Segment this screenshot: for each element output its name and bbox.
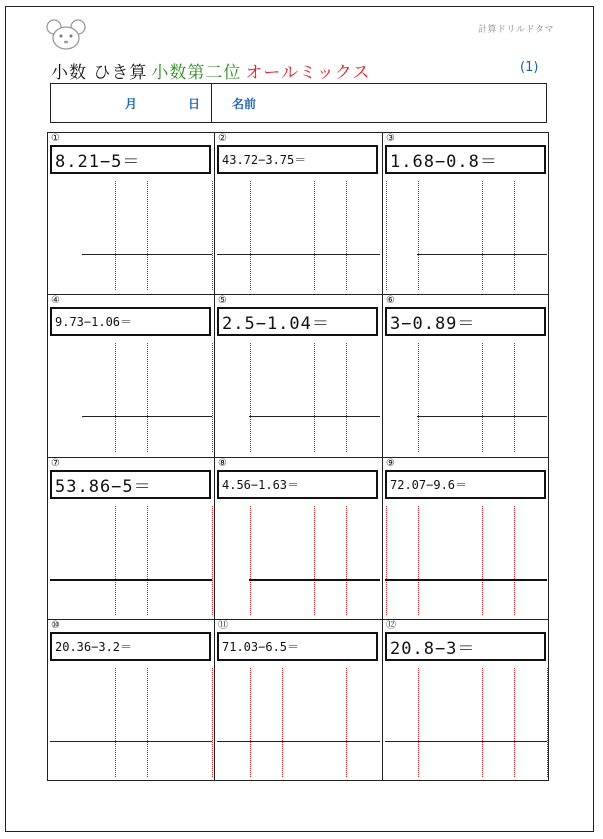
problem-expression: 1.68−0.8＝: [385, 145, 546, 174]
answer-guide-line: [346, 506, 347, 615]
answer-line: [82, 254, 212, 255]
problem-number: ⑦: [51, 458, 60, 469]
problem-cell: [215, 620, 382, 781]
problem-expression: 4.56−1.63＝: [217, 470, 378, 499]
problem-number: ②: [218, 133, 227, 144]
problem-number: ⑤: [218, 295, 227, 306]
problem-expression: 53.86−5＝: [50, 470, 211, 499]
answer-line: [385, 741, 547, 742]
answer-guide-line: [212, 343, 213, 452]
answer-guide-line: [418, 343, 419, 452]
problem-expression: 72.07−9.6＝: [385, 470, 546, 499]
answer-guide-line: [314, 181, 315, 290]
answer-guide-line: [115, 668, 116, 777]
answer-guide-line: [514, 506, 515, 615]
answer-guide-line: [250, 668, 251, 777]
problem-cell: [48, 458, 214, 619]
answer-guide-line: [482, 181, 483, 290]
problem-number: ③: [386, 133, 395, 144]
answer-guide-line: [115, 506, 116, 615]
answer-guide-line: [314, 506, 315, 615]
problem-expression: 43.72−3.75＝: [217, 145, 378, 174]
mouse-logo-icon: [46, 18, 86, 52]
answer-guide-line: [147, 181, 148, 290]
problem-number: ⑨: [386, 458, 395, 469]
answer-line: [249, 416, 380, 417]
answer-line: [50, 741, 212, 742]
answer-guide-line: [346, 668, 347, 777]
problem-number: ⑪: [218, 620, 228, 631]
brand-label: 計算ドリルドタマ: [478, 25, 555, 35]
problem-expression: 20.36−3.2＝: [50, 632, 211, 661]
problem-expression: 2.5−1.04＝: [217, 307, 378, 336]
problem-expression: 71.03−6.5＝: [217, 632, 378, 661]
title-decimal-level: 小数第二位: [151, 63, 242, 83]
answer-line: [417, 254, 547, 255]
answer-guide-line: [212, 668, 213, 777]
answer-guide-line: [147, 343, 148, 452]
problem-grid: [47, 132, 549, 781]
answer-guide-line: [514, 668, 515, 777]
problem-expression: 3−0.89＝: [385, 307, 546, 336]
page-number: (1): [520, 60, 539, 75]
answer-guide-line: [386, 506, 387, 615]
answer-guide-line: [250, 181, 251, 290]
title-main: 小数 ひき算: [51, 63, 148, 83]
answer-line: [385, 579, 547, 581]
answer-guide-line: [314, 343, 315, 452]
answer-guide-line: [547, 668, 548, 777]
answer-line: [82, 416, 212, 417]
problem-expression: 8.21−5＝: [50, 145, 211, 174]
answer-guide-line: [147, 668, 148, 777]
name-divider: [211, 84, 212, 122]
answer-line: [249, 579, 380, 581]
answer-guide-line: [115, 343, 116, 452]
answer-line: [217, 254, 380, 255]
problem-cell: [48, 620, 214, 781]
answer-guide-line: [386, 181, 387, 290]
answer-guide-line: [418, 181, 419, 290]
problem-number: ⑥: [386, 295, 395, 306]
answer-line: [217, 741, 380, 742]
problem-expression: 20.8−3＝: [385, 632, 546, 661]
answer-guide-line: [514, 343, 515, 452]
answer-line: [50, 579, 212, 581]
title-mix: オールミックス: [245, 63, 371, 83]
day-label: 日: [188, 97, 201, 111]
answer-guide-line: [482, 506, 483, 615]
problem-expression: 9.73−1.06＝: [50, 307, 211, 336]
answer-guide-line: [250, 343, 251, 452]
problem-cell: [383, 620, 549, 781]
problem-cell: [48, 295, 214, 457]
problem-cell: [215, 133, 382, 294]
problem-cell: [383, 133, 549, 294]
answer-guide-line: [514, 181, 515, 290]
problem-number: ⑧: [218, 458, 227, 469]
answer-guide-line: [482, 668, 483, 777]
answer-guide-line: [418, 506, 419, 615]
answer-guide-line: [418, 668, 419, 777]
problem-number: ⑩: [51, 620, 60, 631]
problem-number: ⑫: [386, 620, 396, 631]
answer-guide-line: [346, 181, 347, 290]
answer-guide-line: [250, 506, 251, 615]
page-title: [51, 58, 371, 83]
problem-cell: [215, 458, 382, 619]
answer-guide-line: [115, 181, 116, 290]
answer-guide-line: [282, 668, 283, 777]
answer-guide-line: [212, 181, 213, 290]
problem-cell: [383, 295, 549, 457]
answer-guide-line: [482, 343, 483, 452]
answer-line: [417, 416, 547, 417]
name-label: 名前: [232, 97, 257, 111]
problem-cell: [383, 458, 549, 619]
answer-guide-line: [346, 343, 347, 452]
answer-guide-line: [147, 506, 148, 615]
problem-number: ④: [51, 295, 60, 306]
problem-number: ①: [51, 133, 60, 144]
answer-guide-line: [212, 506, 213, 615]
problem-cell: [48, 133, 214, 294]
month-label: 月: [125, 97, 138, 111]
name-date-box: [50, 83, 547, 123]
problem-cell: [215, 295, 382, 457]
